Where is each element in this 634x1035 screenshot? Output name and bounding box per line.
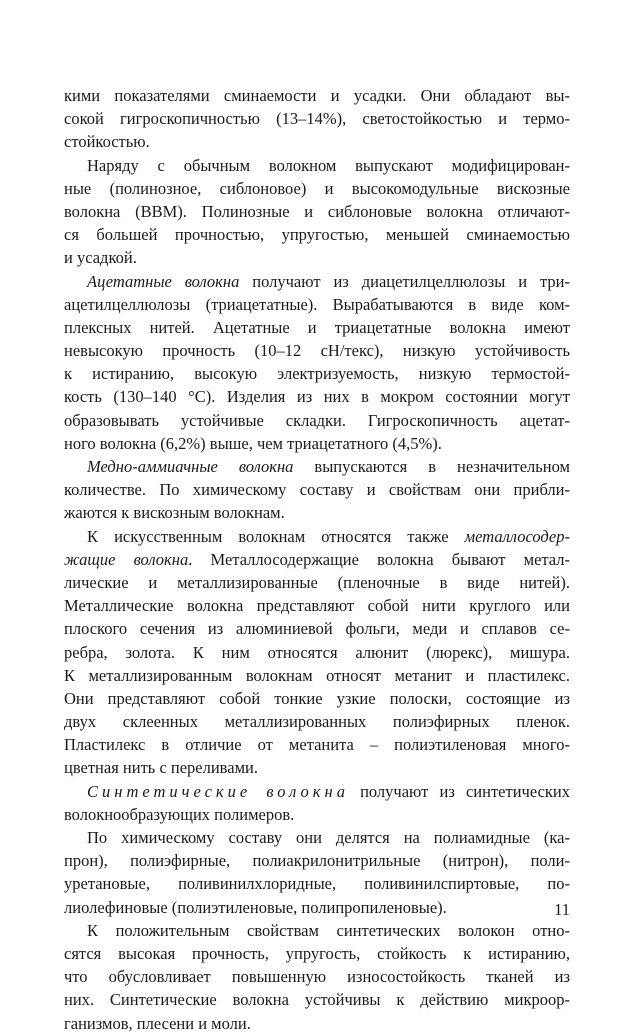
text-span: волокнообразующих полимеров. [64,804,295,824]
text-span: К положительным свойствам синтетических волокон отно- [87,920,570,940]
text-span: . Металлосодержащие волокна бывают метал- [188,549,570,569]
text-span: ные (полинозное, сиблоновое) и высокомодульные вискозные [64,178,570,198]
text-line [64,849,570,872]
page-body [64,84,570,1035]
text-span: Пластилекс в отличие от метанита – полиэтиленовая много- [64,735,570,755]
text-span: выпускаются в незначительном [293,457,571,476]
paragraph-classification [64,826,570,919]
text-span: Металлические волокна представляют собой нити круглого или [64,596,570,616]
text-line [64,385,570,408]
text-span: них. Синтетические волокна устойчивы к действию микроор- [64,990,570,1010]
text-span: волокна (ВВМ). Полинозные и сиблоновые волокна отличают- [64,201,570,221]
text-span: ся большей прочностью, упругостью, меньшей сминаемостью [64,225,570,245]
text-line [64,362,570,385]
text-span: уретановые, поливинилхлоридные, поливинилспиртовые, по- [64,874,570,894]
text-span: сокой гигроскопичностью (13–14%), светостойкостью и термо- [64,109,570,129]
text-span: кими показателями сминаемости и усадки. Они обладают вы- [64,86,570,105]
text-span: лиолефиновые (полиэтиленовые, полипропиленовые). [64,897,447,917]
paragraph-acetate [64,270,570,456]
text-span: что обусловливает повышенную износостойкость тканей из [64,967,570,987]
text-span: К металлизированным волокнам относят метанит и пластилекс. [64,665,570,685]
paragraph-2 [64,154,570,270]
text-span: сятся высокая прочность, упругость, стойкость к истиранию, [64,943,570,963]
text-line [64,223,570,246]
paragraph-metal [64,525,570,780]
text-line [64,154,570,177]
text-span: плексных нитей. Ацетатные и триацетатные волокна имеют [64,317,570,337]
text-line [64,733,570,756]
text-line [64,664,570,687]
text-span: По химическому составу они делятся на полиамидные (ка- [87,828,570,847]
text-span: ребра, золота. К ним относятся алюнит (люрекс), мишура. [64,642,570,662]
text-span: и усадкой. [64,248,137,268]
text-line [64,919,570,942]
text-line [64,270,570,293]
term-metal-part2: жащие волокна [64,549,189,569]
text-line [64,339,570,362]
term-acetate: Ацетатные волокна [87,271,240,291]
text-span: образовывать устойчивые складки. Гигроскопичность ацетат- [64,410,570,430]
text-span: Наряду с обычным волокном выпускают модифицирован- [87,155,570,175]
text-line [64,571,570,594]
text-line [64,617,570,640]
text-span: получают из синтетических [348,781,570,801]
text-line [64,896,570,919]
text-line [64,107,570,130]
text-line [64,756,570,779]
text-span: количестве. По химическому составу и свойствам они прибли- [64,480,570,500]
paragraph-properties [64,919,570,1035]
term-metal-part1: металлосодер- [464,526,570,546]
text-span: К искусственным волокнам относятся также [87,526,465,546]
text-line [64,84,570,107]
text-line [64,200,570,223]
text-line [64,780,570,803]
text-line [64,501,570,524]
text-span: прон), полиэфирные, полиакрилонитрильные (нитрон), поли- [64,851,570,871]
text-span: ного волокна (6,2%) выше, чем триацетатного (4,5%). [64,433,442,453]
text-line [64,594,570,617]
text-span: жаются к вискозным волокнам. [64,503,285,523]
text-line [64,710,570,733]
text-line [64,478,570,501]
text-span: лические и металлизированные (пленочные в виде нитей). [64,572,570,592]
text-span: стойкостью. [64,132,150,152]
text-line [64,455,570,478]
text-line [64,432,570,455]
text-span: к истиранию, высокую электризуемость, низкую термостой- [64,364,570,384]
text-span: ацетилцеллюлозы (триацетатные). Вырабатываются в виде ком- [64,294,570,314]
text-line [64,409,570,432]
text-line [64,525,570,548]
text-line [64,246,570,269]
term-cupro: Медно-аммиачные волокна [87,457,294,476]
text-line [64,965,570,988]
text-span: Они представляют собой тонкие узкие полоски, состоящие из [64,688,570,708]
text-span: получают из диацетилцеллюлозы и три- [239,271,570,291]
text-span: кость (130–140 °С). Изделия из них в мокром состоянии могут [64,387,570,407]
page-number: 11 [554,900,570,919]
text-line [64,293,570,316]
text-span: плоского сечения из алюминиевой фольги, меди и сплавов се- [64,619,570,639]
text-line [64,1012,570,1035]
paragraph-cupro [64,455,570,525]
text-span: ганизмов, плесени и моли. [64,1013,251,1033]
text-line [64,942,570,965]
text-line [64,177,570,200]
text-span: цветная нить с переливами. [64,758,258,778]
text-line [64,803,570,826]
term-synthetic: Синтетические волокна [87,781,349,801]
text-line [64,641,570,664]
text-line [64,548,570,571]
text-line [64,988,570,1011]
paragraph-synthetic [64,780,570,826]
text-line [64,130,570,153]
text-span: двух склеенных металлизированных полиэфирных пленок. [64,712,570,732]
text-span: невысокую прочность (10–12 сН/текс), низкую устойчивость [64,341,570,361]
text-line [64,826,570,849]
text-line [64,872,570,895]
text-line [64,316,570,339]
paragraph-1 [64,84,570,154]
text-line [64,687,570,710]
